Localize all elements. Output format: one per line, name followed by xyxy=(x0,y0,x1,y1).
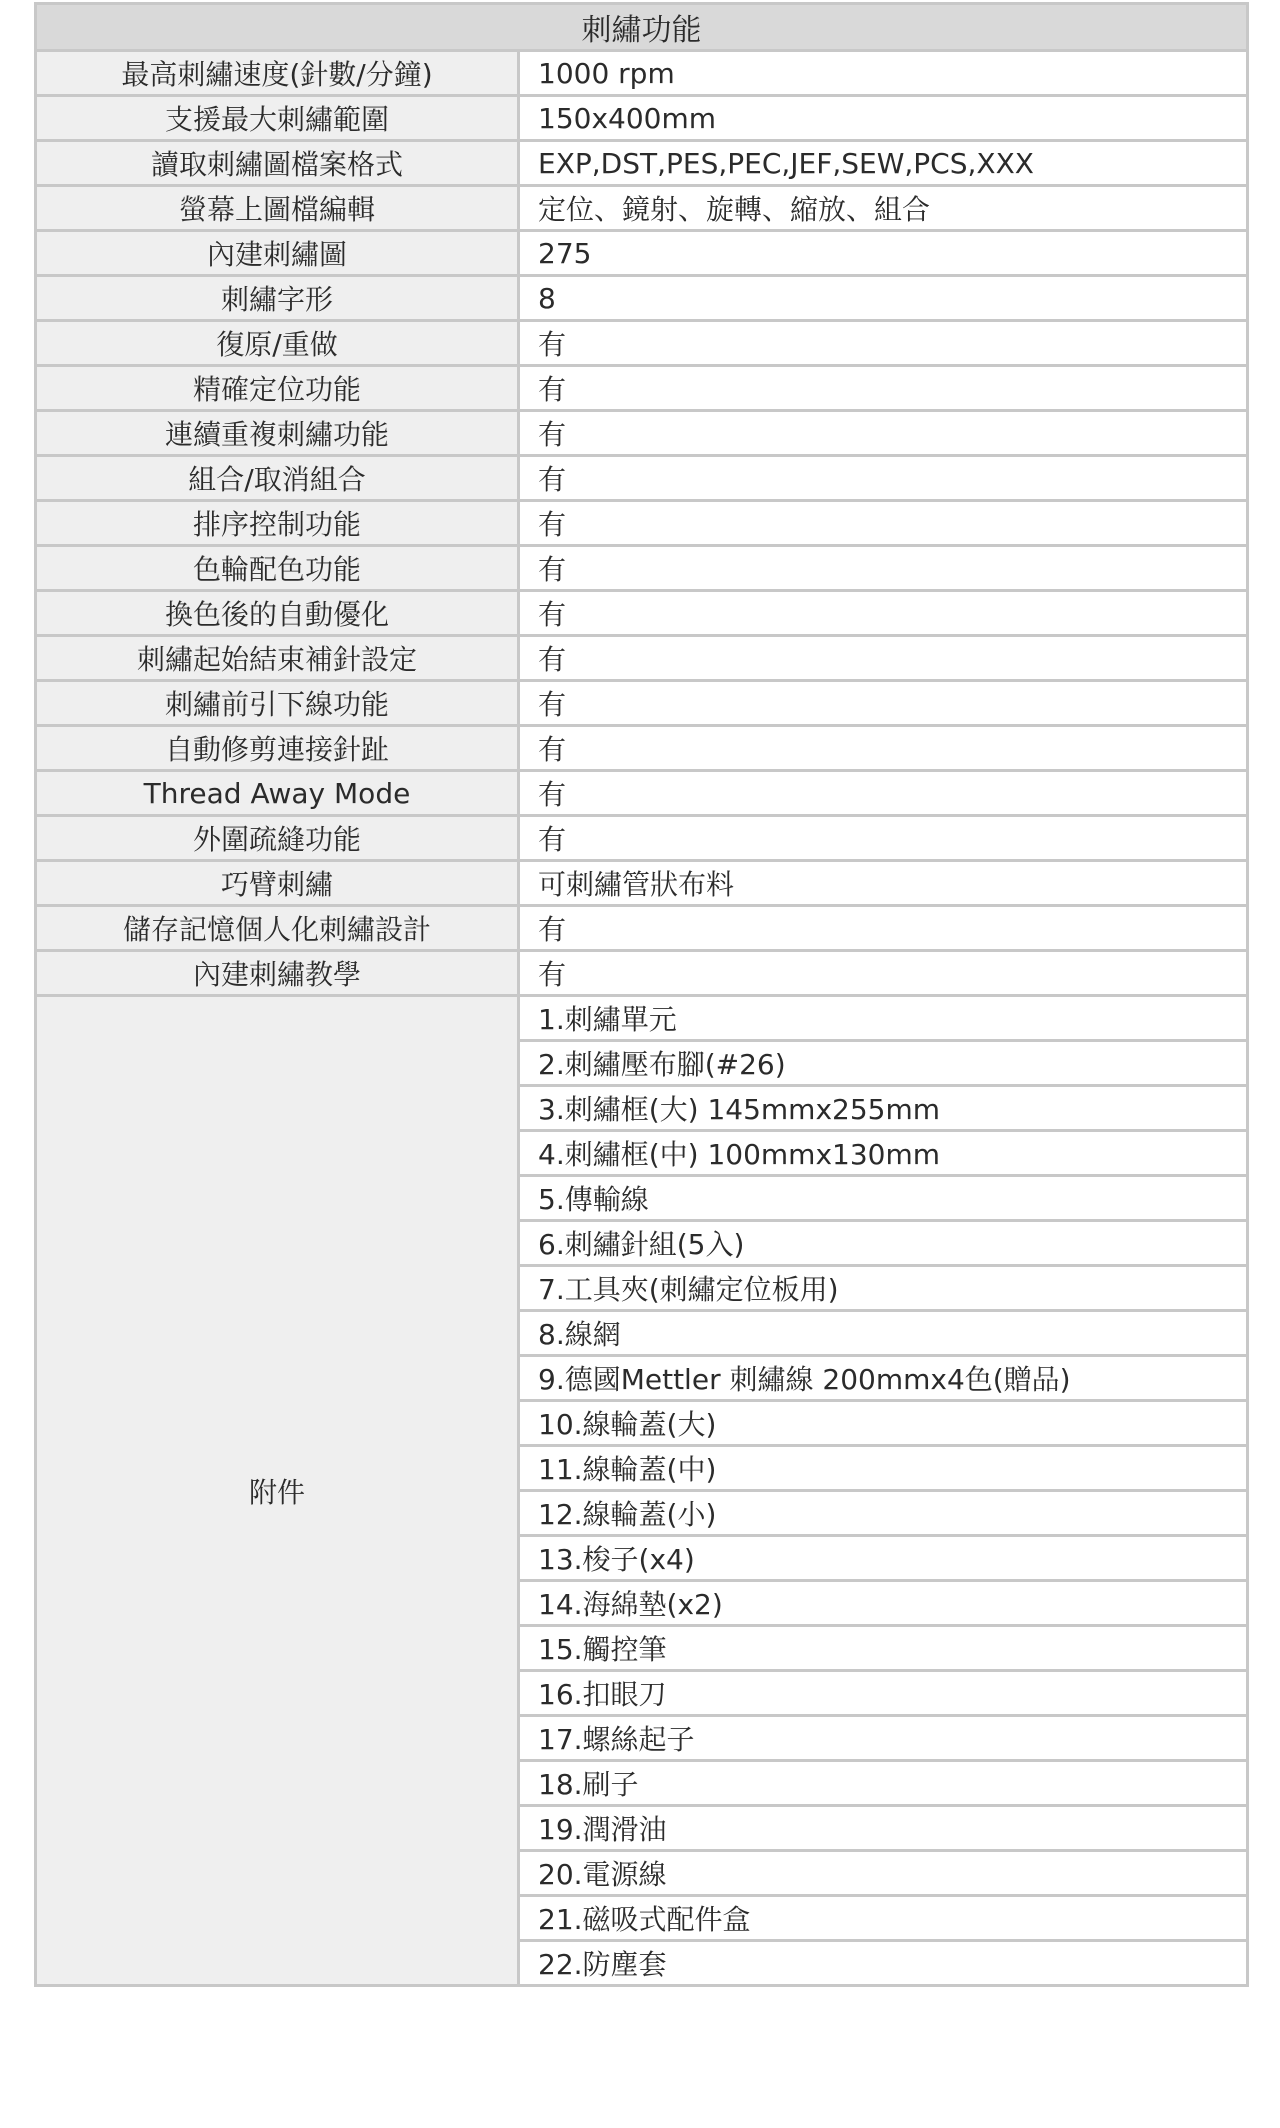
spec-value: 8 xyxy=(519,276,1248,321)
spec-row xyxy=(36,681,1248,726)
accessory-item: 10.線輪蓋(大) xyxy=(519,1401,1248,1446)
spec-row xyxy=(36,861,1248,906)
spec-value: 有 xyxy=(519,501,1248,546)
spec-label: 最高刺繡速度(針數/分鐘) xyxy=(36,51,519,96)
spec-value: 有 xyxy=(519,951,1248,996)
spec-row xyxy=(36,96,1248,141)
accessory-item: 6.刺繡針組(5入) xyxy=(519,1221,1248,1266)
spec-value: 有 xyxy=(519,681,1248,726)
spec-row xyxy=(36,816,1248,861)
table-title: 刺繡功能 xyxy=(36,4,1248,51)
spec-label: 內建刺繡圖 xyxy=(36,231,519,276)
accessory-item: 8.線網 xyxy=(519,1311,1248,1356)
accessory-item: 22.防塵套 xyxy=(519,1941,1248,1986)
spec-label: 自動修剪連接針趾 xyxy=(36,726,519,771)
embroidery-spec-sheet xyxy=(34,2,1246,1987)
accessory-item: 7.工具夾(刺繡定位板用) xyxy=(519,1266,1248,1311)
accessory-item: 2.刺繡壓布腳(#26) xyxy=(519,1041,1248,1086)
spec-row xyxy=(36,771,1248,816)
spec-label: 連續重複刺繡功能 xyxy=(36,411,519,456)
spec-row xyxy=(36,321,1248,366)
spec-row xyxy=(36,636,1248,681)
spec-value: 有 xyxy=(519,636,1248,681)
spec-value: 150x400mm xyxy=(519,96,1248,141)
spec-label: 色輪配色功能 xyxy=(36,546,519,591)
spec-label: 復原/重做 xyxy=(36,321,519,366)
accessory-item: 3.刺繡框(大) 145mmx255mm xyxy=(519,1086,1248,1131)
title-row xyxy=(36,4,1248,51)
spec-value: 有 xyxy=(519,906,1248,951)
accessory-item: 1.刺繡單元 xyxy=(519,996,1248,1041)
accessory-item: 18.刷子 xyxy=(519,1761,1248,1806)
spec-label: 儲存記憶個人化刺繡設計 xyxy=(36,906,519,951)
spec-label: 螢幕上圖檔編輯 xyxy=(36,186,519,231)
accessory-item: 4.刺繡框(中) 100mmx130mm xyxy=(519,1131,1248,1176)
spec-row xyxy=(36,546,1248,591)
spec-label: 讀取刺繡圖檔案格式 xyxy=(36,141,519,186)
accessory-item: 11.線輪蓋(中) xyxy=(519,1446,1248,1491)
spec-value: 275 xyxy=(519,231,1248,276)
spec-label: 外圍疏縫功能 xyxy=(36,816,519,861)
spec-label: 刺繡前引下線功能 xyxy=(36,681,519,726)
accessory-item: 13.梭子(x4) xyxy=(519,1536,1248,1581)
accessory-item: 5.傳輸線 xyxy=(519,1176,1248,1221)
spec-row xyxy=(36,366,1248,411)
spec-value: 有 xyxy=(519,591,1248,636)
accessory-item: 15.觸控筆 xyxy=(519,1626,1248,1671)
spec-value: 有 xyxy=(519,726,1248,771)
spec-label: 支援最大刺繡範圍 xyxy=(36,96,519,141)
accessory-item: 12.線輪蓋(小) xyxy=(519,1491,1248,1536)
accessory-item: 14.海綿墊(x2) xyxy=(519,1581,1248,1626)
spec-table xyxy=(34,2,1249,1987)
spec-row xyxy=(36,906,1248,951)
spec-value: 有 xyxy=(519,456,1248,501)
spec-row xyxy=(36,231,1248,276)
spec-row xyxy=(36,726,1248,771)
accessory-item: 16.扣眼刀 xyxy=(519,1671,1248,1716)
accessory-item: 19.潤滑油 xyxy=(519,1806,1248,1851)
spec-row xyxy=(36,951,1248,996)
spec-label: 巧臂刺繡 xyxy=(36,861,519,906)
accessory-item: 17.螺絲起子 xyxy=(519,1716,1248,1761)
spec-row xyxy=(36,51,1248,96)
spec-label: 精確定位功能 xyxy=(36,366,519,411)
spec-value: 有 xyxy=(519,771,1248,816)
accessory-item: 21.磁吸式配件盒 xyxy=(519,1896,1248,1941)
spec-label: 組合/取消組合 xyxy=(36,456,519,501)
spec-label: 刺繡字形 xyxy=(36,276,519,321)
spec-value: 1000 rpm xyxy=(519,51,1248,96)
spec-value: 定位、鏡射、旋轉、縮放、組合 xyxy=(519,186,1248,231)
spec-value: 有 xyxy=(519,366,1248,411)
spec-row xyxy=(36,141,1248,186)
spec-label: 刺繡起始結束補針設定 xyxy=(36,636,519,681)
spec-value: 有 xyxy=(519,321,1248,366)
spec-label: 換色後的自動優化 xyxy=(36,591,519,636)
spec-value: 有 xyxy=(519,816,1248,861)
spec-row xyxy=(36,411,1248,456)
accessory-row xyxy=(36,996,1248,1041)
spec-value: 有 xyxy=(519,411,1248,456)
spec-label: Thread Away Mode xyxy=(36,771,519,816)
accessories-label: 附件 xyxy=(36,996,519,1986)
spec-label: 排序控制功能 xyxy=(36,501,519,546)
spec-label: 內建刺繡教學 xyxy=(36,951,519,996)
spec-value: 有 xyxy=(519,546,1248,591)
spec-row xyxy=(36,186,1248,231)
accessory-item: 20.電源線 xyxy=(519,1851,1248,1896)
spec-row xyxy=(36,456,1248,501)
spec-row xyxy=(36,501,1248,546)
spec-value: 可刺繡管狀布料 xyxy=(519,861,1248,906)
spec-value: EXP,DST,PES,PEC,JEF,SEW,PCS,XXX xyxy=(519,141,1248,186)
spec-row xyxy=(36,276,1248,321)
accessory-item: 9.德國Mettler 刺繡線 200mmx4色(贈品) xyxy=(519,1356,1248,1401)
spec-row xyxy=(36,591,1248,636)
